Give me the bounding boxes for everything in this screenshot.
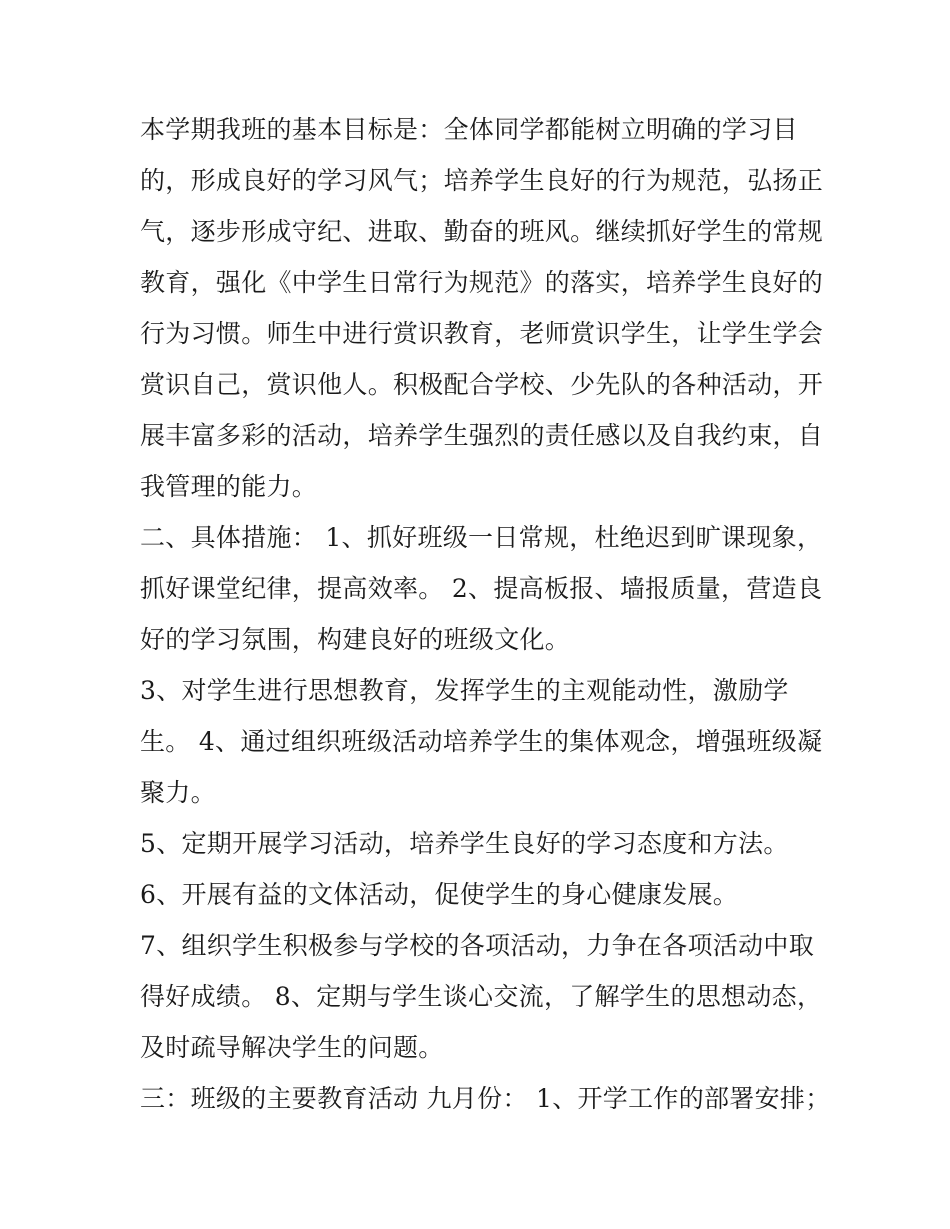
text-line: 得好成绩。 8、定期与学生谈心交流，了解学生的思想动态，: [140, 982, 823, 1011]
text-line: 三：班级的主要教育活动 九月份： 1、开学工作的部署安排；: [140, 1084, 831, 1113]
text-line: 抓好课堂纪律，提高效率。 2、提高板报、墙报质量，营造良: [140, 574, 823, 603]
text-line: 7、组织学生积极参与学校的各项活动，力争在各项活动中取: [140, 931, 815, 960]
text-line: 教育，强化《中学生日常行为规范》的落实，培养学生良好的: [140, 268, 824, 297]
text-line: 好的学习氛围，构建良好的班级文化。: [140, 625, 571, 654]
text-line: 展丰富多彩的活动，培养学生强烈的责任感以及自我约束，自: [140, 421, 824, 450]
text-line: 5、定期开展学习活动，培养学生良好的学习态度和方法。: [140, 829, 789, 858]
text-line: 本学期我班的基本目标是：全体同学都能树立明确的学习目: [140, 115, 798, 144]
text-line: 我管理的能力。: [140, 472, 318, 501]
text-line: 生。 4、通过组织班级活动培养学生的集体观念，增强班级凝: [140, 727, 823, 756]
text-line: 聚力。: [140, 778, 216, 807]
text-line: 3、对学生进行思想教育，发挥学生的主观能动性，激励学: [140, 676, 789, 705]
text-line: 及时疏导解决学生的问题。: [140, 1033, 444, 1062]
text-line: 6、开展有益的文体活动，促使学生的身心健康发展。: [140, 880, 739, 909]
text-line: 气，逐步形成守纪、进取、勤奋的班风。继续抓好学生的常规: [140, 217, 824, 246]
text-line: 行为习惯。师生中进行赏识教育，老师赏识学生，让学生学会: [140, 319, 824, 348]
text-line: 赏识自己，赏识他人。积极配合学校、少先队的各种活动，开: [140, 370, 824, 399]
text-line: 的，形成良好的学习风气；培养学生良好的行为规范，弘扬正: [140, 166, 824, 195]
text-line: 二、具体措施： 1、抓好班级一日常规，杜绝迟到旷课现象，: [140, 523, 823, 552]
